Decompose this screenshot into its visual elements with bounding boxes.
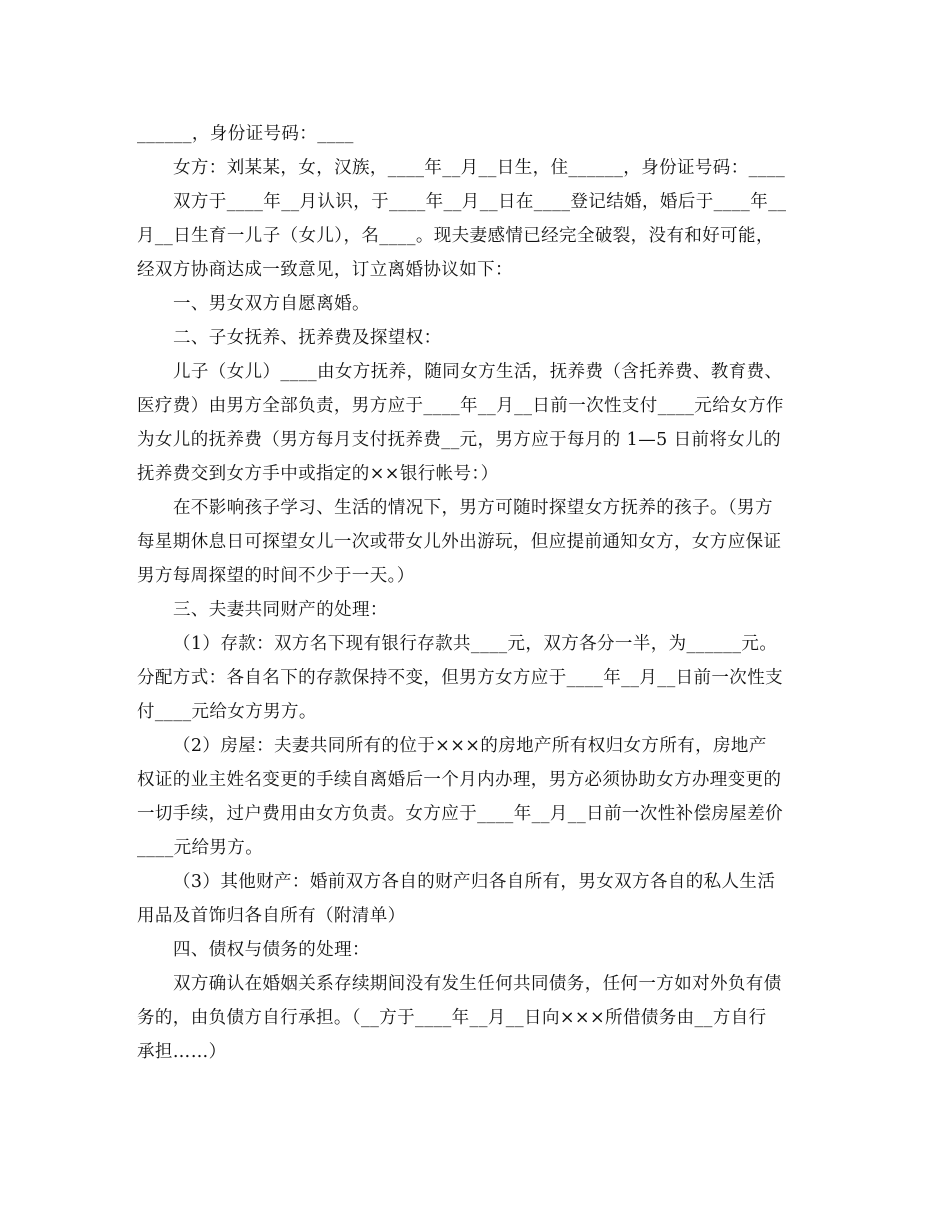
text-line: 为女儿的抚养费（男方每月支付抚养费__元，男方应于每月的 1—5 日前将女儿的	[137, 430, 781, 450]
text-line: 务的，由负债方自行承担。（__方于____年__月__日向×××所借债务由__方自行	[137, 1008, 767, 1028]
text-line: （2）房屋：夫妻共同所有的位于×××的房地产所有权归女方所有，房地产	[173, 736, 767, 756]
text-line: 经双方协商达成一致意见，订立离婚协议如下：	[137, 260, 513, 280]
text-line: 权证的业主姓名变更的手续自离婚后一个月内办理，男方必须协助女方办理变更的	[137, 770, 782, 790]
text-line: 医疗费）由男方全部负责，男方应于____年__月__日前一次性支付____元给女方作	[137, 396, 784, 416]
text-line: 四、债权与债务的处理：	[173, 940, 370, 960]
text-line: 双方于____年__月认识，于____年__月__日在____登记结婚，婚后于____年__	[173, 192, 787, 212]
text-line: 女方：刘某某，女，汉族，____年__月__日生，住______，身份证号码：____	[173, 158, 786, 178]
text-line: （3）其他财产：婚前双方各自的财产归各自所有，男女双方各自的私人生活	[173, 872, 776, 892]
text-line: 每星期休息日可探望女儿一次或带女儿外出游玩，但应提前通知女方，女方应保证	[137, 532, 782, 552]
agreement-body	[137, 117, 813, 1069]
text-line: 男方每周探望的时间不少于一天。）	[137, 566, 415, 586]
text-line: 三、夫妻共同财产的处理：	[173, 600, 388, 620]
text-line: （1）存款：双方名下现有银行存款共____元，双方各分一半，为______元。	[173, 634, 778, 654]
text-line: 抚养费交到女方手中或指定的××银行帐号：）	[137, 464, 499, 484]
text-line: 月__日生育一儿子（女儿），名____。现夫妻感情已经完全破裂，没有和好可能，	[137, 226, 774, 246]
text-line: 二、子女抚养、抚养费及探望权：	[173, 328, 442, 348]
text-line: ______，身份证号码：____	[137, 124, 354, 144]
text-line: 在不影响孩子学习、生活的情况下，男方可随时探望女方抚养的孩子。（男方	[173, 498, 773, 518]
text-line: 付____元给女方男方。	[137, 702, 317, 722]
text-line: 双方确认在婚姻关系存续期间没有发生任何共同债务，任何一方如对外负有债	[173, 974, 782, 994]
text-line: 儿子（女儿）____由女方抚养，随同女方生活，抚养费（含托养费、教育费、	[173, 362, 783, 382]
text-line: ____元给男方。	[137, 838, 264, 858]
text-line: 分配方式：各自名下的存款保持不变，但男方女方应于____年__月__日前一次性支	[137, 668, 783, 688]
text-line: 用品及首饰归各自所有（附清单）	[137, 906, 406, 926]
text-line: 一切手续，过户费用由女方负责。女方应于____年__月__日前一次性补偿房屋差价	[137, 804, 783, 824]
text-line: 一、男女双方自愿离婚。	[173, 294, 370, 314]
text-line: 承担……）	[137, 1042, 227, 1062]
